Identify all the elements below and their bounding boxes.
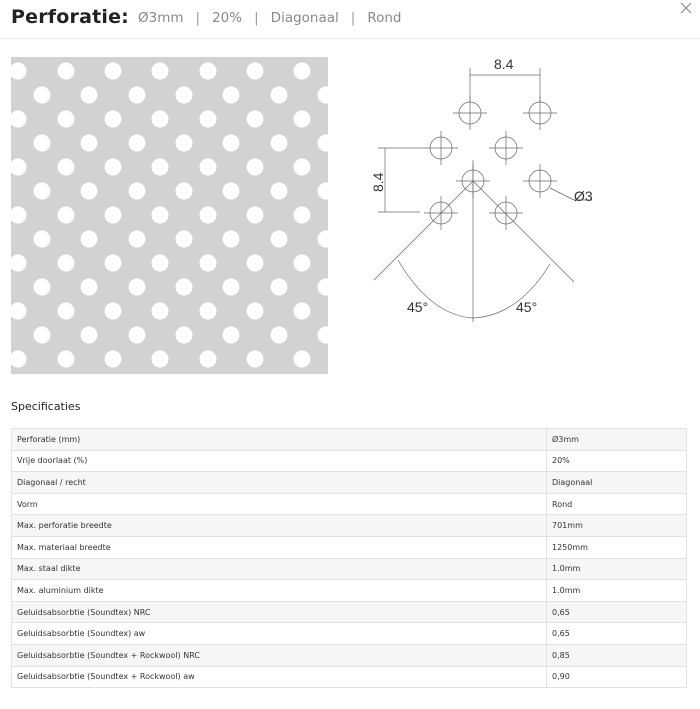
perforation-hole [200, 159, 217, 176]
table-row [12, 644, 687, 666]
perforation-hole [81, 231, 98, 248]
table-row [12, 558, 687, 580]
perforation-hole [176, 87, 193, 104]
perforation-hole [223, 279, 240, 296]
spec-value: 1250mm [547, 536, 687, 558]
perforation-hole [58, 303, 75, 320]
perforation-hole [247, 159, 264, 176]
perforation-hole [58, 207, 75, 224]
table-row [12, 601, 687, 623]
perforation-hole [294, 207, 311, 224]
perforation-hole [58, 111, 75, 128]
spec-label: Max. aluminium dikte [12, 580, 547, 602]
perforation-hole [176, 327, 193, 344]
modal-title: Perforatie: [11, 6, 129, 28]
perforation-hole [34, 279, 51, 296]
perforation-hole [152, 303, 169, 320]
specifications-heading: Specificaties [11, 400, 81, 413]
perforation-hole [105, 159, 122, 176]
perforation-hole [200, 303, 217, 320]
table-row [12, 666, 687, 688]
perforation-hole [105, 255, 122, 272]
perforation-hole [152, 207, 169, 224]
perforation-hole [247, 351, 264, 368]
table-row [12, 580, 687, 602]
spec-value: Rond [547, 493, 687, 515]
perforation-hole [176, 135, 193, 152]
spec-value: 0,65 [547, 601, 687, 623]
perforation-hole [294, 159, 311, 176]
perforation-hole [200, 255, 217, 272]
perforation-hole [294, 63, 311, 80]
perforation-hole [105, 111, 122, 128]
perforation-hole [223, 135, 240, 152]
table-row [12, 493, 687, 515]
perforation-hole [176, 279, 193, 296]
perforation-hole [247, 207, 264, 224]
spec-label: Max. perforatie breedte [12, 515, 547, 537]
perforation-hole [223, 327, 240, 344]
perforation-hole [247, 111, 264, 128]
perforation-hole [81, 135, 98, 152]
perforation-hole [81, 327, 98, 344]
close-button[interactable] [678, 0, 694, 16]
perforation-hole [129, 87, 146, 104]
perforation-pattern-image [11, 57, 328, 374]
perforation-hole [105, 207, 122, 224]
perforation-hole [176, 231, 193, 248]
specifications-table [11, 428, 687, 688]
spec-value: Ø3mm [547, 429, 687, 451]
perforation-hole [223, 183, 240, 200]
header-spec-arrangement: Diagonaal [270, 10, 339, 26]
header-spec-open-area: 20% [212, 10, 243, 26]
header-spec-shape: Rond [367, 10, 402, 26]
perforation-hole [58, 255, 75, 272]
perforation-hole [247, 303, 264, 320]
perforation-hole [81, 279, 98, 296]
perforation-dimension-diagram [360, 50, 620, 330]
perforation-hole [152, 63, 169, 80]
perforation-hole [34, 135, 51, 152]
spec-value: 0,65 [547, 623, 687, 645]
perforation-hole [294, 255, 311, 272]
perforation-hole [81, 87, 98, 104]
perforation-hole [247, 63, 264, 80]
dimension-angle-left: 45° [407, 299, 429, 315]
dimension-pitch-x: 8.4 [494, 56, 514, 72]
perforation-hole [223, 87, 240, 104]
perforation-hole [200, 63, 217, 80]
spec-label: Vrije doorlaat (%) [12, 450, 547, 472]
perforation-hole [34, 327, 51, 344]
perforation-hole [81, 183, 98, 200]
spec-label: Max. materiaal breedte [12, 536, 547, 558]
dimension-pitch-y: 8.4 [370, 172, 386, 192]
spec-label: Geluidsabsorbtie (Soundtex) NRC [12, 601, 547, 623]
perforation-hole [152, 351, 169, 368]
spec-value: 1.0mm [547, 580, 687, 602]
table-row [12, 623, 687, 645]
perforation-hole [105, 351, 122, 368]
perforation-hole [200, 111, 217, 128]
dimension-diameter: Ø3 [574, 188, 593, 204]
perforation-hole [271, 327, 288, 344]
spec-value: 20% [547, 450, 687, 472]
dimension-angle-right: 45° [516, 299, 538, 315]
perforation-hole [271, 231, 288, 248]
perforation-hole [294, 111, 311, 128]
header-spec-diameter: Ø3mm [138, 10, 184, 26]
perforation-hole [34, 231, 51, 248]
perforation-hole [294, 351, 311, 368]
spec-label: Geluidsabsorbtie (Soundtex + Rockwool) aw [12, 666, 547, 688]
header-separator: | [350, 10, 356, 26]
spec-value: 0,90 [547, 666, 687, 688]
spec-label: Diagonaal / recht [12, 472, 547, 494]
perforation-hole [58, 351, 75, 368]
perforation-hole [129, 231, 146, 248]
perforation-hole [58, 63, 75, 80]
spec-label: Geluidsabsorbtie (Soundtex + Rockwool) NRC [12, 644, 547, 666]
perforation-hole [271, 87, 288, 104]
perforation-hole [105, 63, 122, 80]
close-icon [678, 0, 694, 16]
perforation-hole [200, 207, 217, 224]
table-row [12, 450, 687, 472]
perforation-hole [200, 351, 217, 368]
perforation-hole [271, 183, 288, 200]
spec-value: 701mm [547, 515, 687, 537]
perforation-hole [34, 183, 51, 200]
perforation-hole [58, 159, 75, 176]
spec-label: Geluidsabsorbtie (Soundtex) aw [12, 623, 547, 645]
spec-value: 1.0mm [547, 558, 687, 580]
spec-value: 0,85 [547, 644, 687, 666]
table-row [12, 536, 687, 558]
perforation-hole [152, 111, 169, 128]
perforation-hole [176, 183, 193, 200]
modal-header [0, 0, 700, 39]
perforation-hole [129, 327, 146, 344]
header-separator: | [254, 10, 259, 26]
perforation-hole [152, 255, 169, 272]
spec-label: Vorm [12, 493, 547, 515]
header-spec-summary [138, 10, 402, 26]
perforation-hole [105, 303, 122, 320]
spec-value: Diagonaal [547, 472, 687, 494]
perforation-hole [34, 87, 51, 104]
table-row [12, 472, 687, 494]
table-row [12, 429, 687, 451]
spec-label: Perforatie (mm) [12, 429, 547, 451]
perforation-hole [271, 135, 288, 152]
perforation-hole [294, 303, 311, 320]
perforation-hole [152, 159, 169, 176]
perforation-hole [271, 279, 288, 296]
header-separator: | [195, 10, 201, 26]
perforation-hole [223, 231, 240, 248]
perforation-hole [129, 135, 146, 152]
perforation-hole [129, 279, 146, 296]
spec-label: Max. staal dikte [12, 558, 547, 580]
perforation-hole [129, 183, 146, 200]
table-row [12, 515, 687, 537]
perforation-hole [247, 255, 264, 272]
